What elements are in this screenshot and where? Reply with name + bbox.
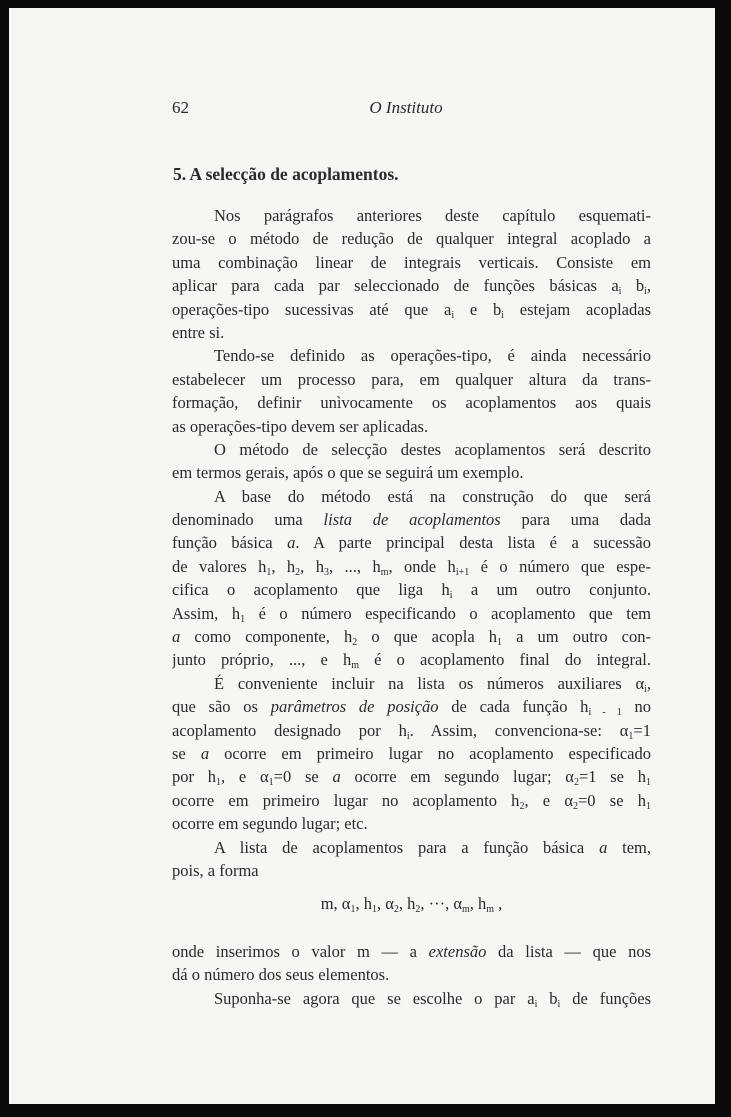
text-line: A base do método está na construção do que será — [214, 486, 651, 506]
formula-line: m, $\alpha_1$, $h_1$, $\alpha_2$, $h_2$, ···, $\alpha_m$, $h_m$ , — [320, 894, 503, 916]
text-line: por $h_1$, e $\alpha_1=0$ se a ocorre em segundo lugar; $\alpha_2=1$ se $h_1$ — [172, 767, 651, 789]
text-line: que são os parâmetros de posição de cada função $h_{i - 1}$ no — [172, 697, 651, 719]
text-line: junto próprio, ..., e $h_m$ é o acoplamento final do integral. — [172, 650, 651, 672]
text-line: Assim, $h_1$ é o número especificando o acoplamento que tem — [172, 603, 651, 625]
text-line: Nos parágrafos anteriores deste capítulo esquemati- — [214, 206, 651, 225]
text-line: Tendo-se definido as operações-tipo, é ainda necessário — [214, 346, 651, 366]
text-line: dá o número dos seus elementos. — [172, 965, 390, 985]
text-line: onde inserimos o valor m — a extensão da lista — que nos — [172, 941, 651, 961]
text-line: aplicar para cada par seleccionado de funções básicas $a_i$ $b_i$, — [172, 276, 651, 298]
text-line: Suponha-se agora que se escolhe o par $a_i$ $b_i$ de funções — [214, 988, 651, 1010]
running-title: O Instituto — [369, 98, 443, 117]
text-line: denominado uma lista de acoplamentos para uma dada — [172, 510, 651, 530]
text-line: se a ocorre em primeiro lugar no acoplamento especificado — [172, 743, 651, 763]
text-line: zou-se o método de redução de qualquer integral acoplado a — [172, 229, 651, 249]
text-line: pois, a forma — [172, 860, 259, 880]
text-line: em termos gerais, após o que se seguirá um exemplo. — [172, 463, 524, 483]
text-line: estabelecer um processo para, em qualquer altura da trans- — [172, 369, 651, 389]
text-line: ocorre em primeiro lugar no acoplamento $h_2$, e $\alpha_2=0$ se $h_1$ — [172, 790, 651, 812]
text-line: É conveniente incluir na lista os números auxiliares $\alpha_i$, — [214, 673, 651, 695]
text-line: O método de selecção destes acoplamentos será descrito — [214, 439, 651, 459]
section-title: 5. A selecção de acoplamentos. — [173, 164, 399, 184]
text-line: ocorre em segundo lugar; etc. — [172, 814, 368, 834]
page-number: 62 — [172, 98, 189, 117]
document-page — [9, 8, 715, 1104]
text-line: acoplamento designado por $h_i$. Assim, convenciona-se: $\alpha_1=1$ — [172, 720, 651, 742]
text-line: operações-tipo sucessivas até que $a_i$ e $b_i$ estejam acopladas — [172, 299, 651, 321]
text-line: entre si. — [172, 322, 225, 342]
text-line: formação, definir unìvocamente os acoplamentos aos quais — [172, 393, 651, 413]
text-line: cifica o acoplamento que liga $h_i$ a um outro conjunto. — [172, 580, 651, 602]
text-line: A lista de acoplamentos para a função básica a tem, — [214, 837, 651, 857]
text-line: a como componente, $h_2$ o que acopla $h_1$ a um outro con- — [172, 627, 651, 649]
body-text — [172, 204, 651, 1010]
text-line: as operações-tipo devem ser aplicadas. — [172, 416, 429, 436]
text-line: uma combinação linear de integrais verticais. Consiste em — [172, 252, 651, 272]
text-line: de valores $h_1$, $h_2$, $h_3$, ..., $h_m$, onde $h_{i+1}$ é o número que espe- — [172, 556, 651, 578]
text-line: função básica a. A parte principal desta lista é a sucessão — [172, 533, 651, 553]
